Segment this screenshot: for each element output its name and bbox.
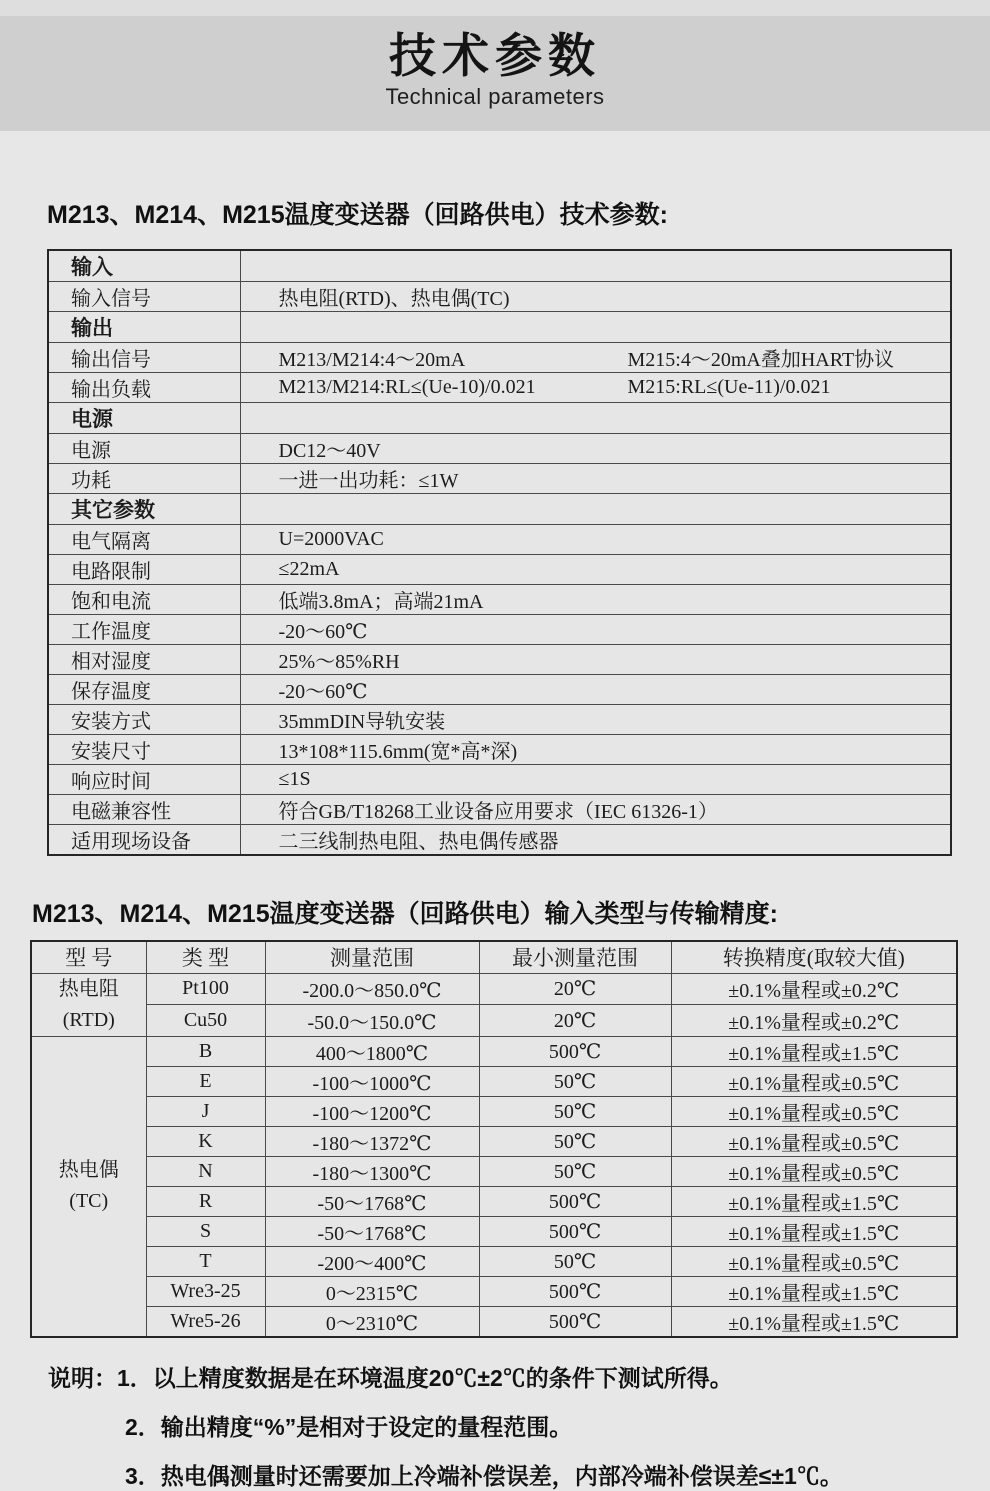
notes-prefix: 说明： (48, 1364, 117, 1391)
accuracy-row (31, 1306, 957, 1337)
spec-label: 输出负载 (48, 373, 240, 403)
sensor-type: T (146, 1246, 265, 1276)
spec-label: 输入信号 (48, 282, 240, 312)
spec-row (48, 464, 951, 494)
sensor-type: Wre5-26 (146, 1306, 265, 1337)
measure-range: -100～1000℃ (265, 1066, 479, 1096)
accuracy-row (31, 1156, 957, 1186)
min-measure-range: 20℃ (479, 973, 671, 1005)
min-measure-range: 50℃ (479, 1126, 671, 1156)
spec-row (48, 615, 951, 645)
accuracy: ±0.1%量程或±0.5℃ (671, 1126, 957, 1156)
accuracy: ±0.1%量程或±0.5℃ (671, 1156, 957, 1186)
spec-value: 13*108*115.6mm(宽*高*深) (240, 735, 951, 765)
spec-row (48, 825, 951, 856)
note-text: 1．以上精度数据是在环境温度20℃±2℃的条件下测试所得。 (117, 1364, 733, 1391)
spec-row (48, 525, 951, 555)
min-measure-range: 500℃ (479, 1306, 671, 1337)
note-line (48, 1360, 990, 1393)
accuracy: ±0.1%量程或±1.5℃ (671, 1216, 957, 1246)
measure-range: -50～1768℃ (265, 1216, 479, 1246)
accuracy-row (31, 1005, 957, 1037)
measure-range: -100～1200℃ (265, 1096, 479, 1126)
sensor-type: R (146, 1186, 265, 1216)
spec-value (240, 373, 951, 403)
spec-value: ≤22mA (240, 555, 951, 585)
accuracy: ±0.1%量程或±1.5℃ (671, 1036, 957, 1066)
spec-value-right: M215:RL≤(Ue-11)/0.021 (627, 376, 831, 398)
spec-value: 25%～85%RH (240, 645, 951, 675)
top-strip (0, 0, 990, 16)
sensor-model-line: (TC) (69, 1190, 109, 1212)
note-text: 3．热电偶测量时还需要加上冷端补偿误差，内部冷端补偿误差≤±1℃。 (125, 1462, 843, 1489)
sensor-model-line: 热电阻 (58, 977, 119, 1000)
spec-value (240, 403, 951, 434)
note-text: 2．输出精度“%”是相对于设定的量程范围。 (125, 1413, 573, 1440)
spec-label: 适用现场设备 (48, 825, 240, 856)
spec-value-left: M213/M214:RL≤(Ue-10)/0.021 (278, 376, 536, 398)
sensor-type: E (146, 1066, 265, 1096)
spec-label: 相对湿度 (48, 645, 240, 675)
accuracy-row (31, 1126, 957, 1156)
sensor-type: K (146, 1126, 265, 1156)
spec-value: 符合GB/T18268工业设备应用要求（IEC 61326-1） (240, 795, 951, 825)
measure-range: -50.0～150.0℃ (265, 1005, 479, 1037)
min-measure-range: 50℃ (479, 1246, 671, 1276)
accuracy-row (31, 973, 957, 1005)
accuracy: ±0.1%量程或±1.5℃ (671, 1276, 957, 1306)
spec-value-right: M215:4～20mA叠加HART协议 (627, 349, 895, 371)
spec-label: 工作温度 (48, 615, 240, 645)
spec-label: 电路限制 (48, 555, 240, 585)
sensor-model-line: 热电偶 (58, 1159, 119, 1181)
min-measure-range: 50℃ (479, 1156, 671, 1186)
accuracy: ±0.1%量程或±0.5℃ (671, 1066, 957, 1096)
spec-row (48, 282, 951, 312)
accuracy: ±0.1%量程或±0.5℃ (671, 1096, 957, 1126)
note-line (48, 1458, 990, 1491)
note-line (48, 1409, 990, 1442)
measure-range: 0～2310℃ (265, 1306, 479, 1337)
spec-row (48, 403, 951, 434)
spec-section-label: 输出 (48, 312, 240, 343)
sensor-model-line: (RTD) (62, 1008, 115, 1031)
column-header: 转换精度(取较大值) (671, 941, 957, 973)
spec-value (240, 494, 951, 525)
spec-value (240, 250, 951, 282)
sensor-model (31, 973, 146, 1036)
title-banner (0, 16, 990, 131)
accuracy-header-row (31, 941, 957, 973)
spec-row (48, 645, 951, 675)
spec-label: 电磁兼容性 (48, 795, 240, 825)
measure-range: -200～400℃ (265, 1246, 479, 1276)
accuracy-row (31, 1036, 957, 1066)
accuracy-row (31, 1186, 957, 1216)
accuracy-row (31, 1096, 957, 1126)
spec-row (48, 343, 951, 373)
accuracy: ±0.1%量程或±1.5℃ (671, 1186, 957, 1216)
spec-label: 安装方式 (48, 705, 240, 735)
section2-heading: M213、M214、M215温度变送器（回路供电）输入类型与传输精度: (32, 900, 778, 928)
accuracy-table-body (31, 941, 957, 1337)
measure-range: -180～1300℃ (265, 1156, 479, 1186)
spec-row (48, 585, 951, 615)
spec-value (240, 343, 951, 373)
accuracy: ±0.1%量程或±0.5℃ (671, 1246, 957, 1276)
spec-row (48, 250, 951, 282)
min-measure-range: 50℃ (479, 1066, 671, 1096)
spec-row (48, 795, 951, 825)
sensor-type: S (146, 1216, 265, 1246)
min-measure-range: 50℃ (479, 1096, 671, 1126)
sensor-type: Pt100 (146, 973, 265, 1005)
column-header: 型 号 (31, 941, 146, 973)
spec-row (48, 373, 951, 403)
spec-table (47, 249, 952, 856)
sensor-type: B (146, 1036, 265, 1066)
spec-row (48, 312, 951, 343)
spec-row (48, 765, 951, 795)
accuracy-row (31, 1246, 957, 1276)
spec-label: 响应时间 (48, 765, 240, 795)
measure-range: -180～1372℃ (265, 1126, 479, 1156)
measure-range: 400～1800℃ (265, 1036, 479, 1066)
section1-heading: M213、M214、M215温度变送器（回路供电）技术参数: (47, 201, 668, 229)
spec-row (48, 675, 951, 705)
spec-label: 安装尺寸 (48, 735, 240, 765)
spec-value: ≤1S (240, 765, 951, 795)
spec-label: 输出信号 (48, 343, 240, 373)
min-measure-range: 20℃ (479, 1005, 671, 1037)
spec-label: 功耗 (48, 464, 240, 494)
spec-value: 热电阻(RTD)、热电偶(TC) (240, 282, 951, 312)
spec-value: 35mmDIN导轨安装 (240, 705, 951, 735)
spec-value: DC12～40V (240, 434, 951, 464)
measure-range: -200.0～850.0℃ (265, 973, 479, 1005)
spec-value (240, 312, 951, 343)
accuracy: ±0.1%量程或±0.2℃ (671, 973, 957, 1005)
min-measure-range: 500℃ (479, 1036, 671, 1066)
spec-value: U=2000VAC (240, 525, 951, 555)
spec-section-label: 电源 (48, 403, 240, 434)
notes-list (48, 1360, 990, 1491)
sensor-type: N (146, 1156, 265, 1186)
spec-row (48, 735, 951, 765)
accuracy: ±0.1%量程或±0.2℃ (671, 1005, 957, 1037)
spec-value: 低端3.8mA；高端21mA (240, 585, 951, 615)
column-header: 类 型 (146, 941, 265, 973)
column-header: 测量范围 (265, 941, 479, 973)
accuracy-table (30, 940, 958, 1338)
spec-row (48, 494, 951, 525)
spec-section-label: 其它参数 (48, 494, 240, 525)
sensor-model (31, 1036, 146, 1337)
spec-row (48, 434, 951, 464)
sensor-type: J (146, 1096, 265, 1126)
spec-value-left: M213/M214:4～20mA (278, 349, 466, 371)
spec-label: 保存温度 (48, 675, 240, 705)
spec-value: -20～60℃ (240, 675, 951, 705)
spec-label: 饱和电流 (48, 585, 240, 615)
column-header: 最小测量范围 (479, 941, 671, 973)
min-measure-range: 500℃ (479, 1216, 671, 1246)
min-measure-range: 500℃ (479, 1186, 671, 1216)
page-subtitle: Technical parameters (385, 83, 605, 109)
accuracy-row (31, 1276, 957, 1306)
accuracy-row (31, 1066, 957, 1096)
spec-table-body (48, 250, 951, 855)
spec-label: 电源 (48, 434, 240, 464)
spec-label: 电气隔离 (48, 525, 240, 555)
sensor-type: Cu50 (146, 1005, 265, 1037)
spec-value: 二三线制热电阻、热电偶传感器 (240, 825, 951, 856)
min-measure-range: 500℃ (479, 1276, 671, 1306)
spec-row (48, 705, 951, 735)
spec-value: 一进一出功耗：≤1W (240, 464, 951, 494)
page-title: 技术参数 (389, 29, 601, 82)
accuracy-row (31, 1216, 957, 1246)
sensor-type: Wre3-25 (146, 1276, 265, 1306)
spec-row (48, 555, 951, 585)
spec-section-label: 输入 (48, 250, 240, 282)
spec-value: -20～60℃ (240, 615, 951, 645)
measure-range: 0～2315℃ (265, 1276, 479, 1306)
measure-range: -50～1768℃ (265, 1186, 479, 1216)
accuracy: ±0.1%量程或±1.5℃ (671, 1306, 957, 1337)
